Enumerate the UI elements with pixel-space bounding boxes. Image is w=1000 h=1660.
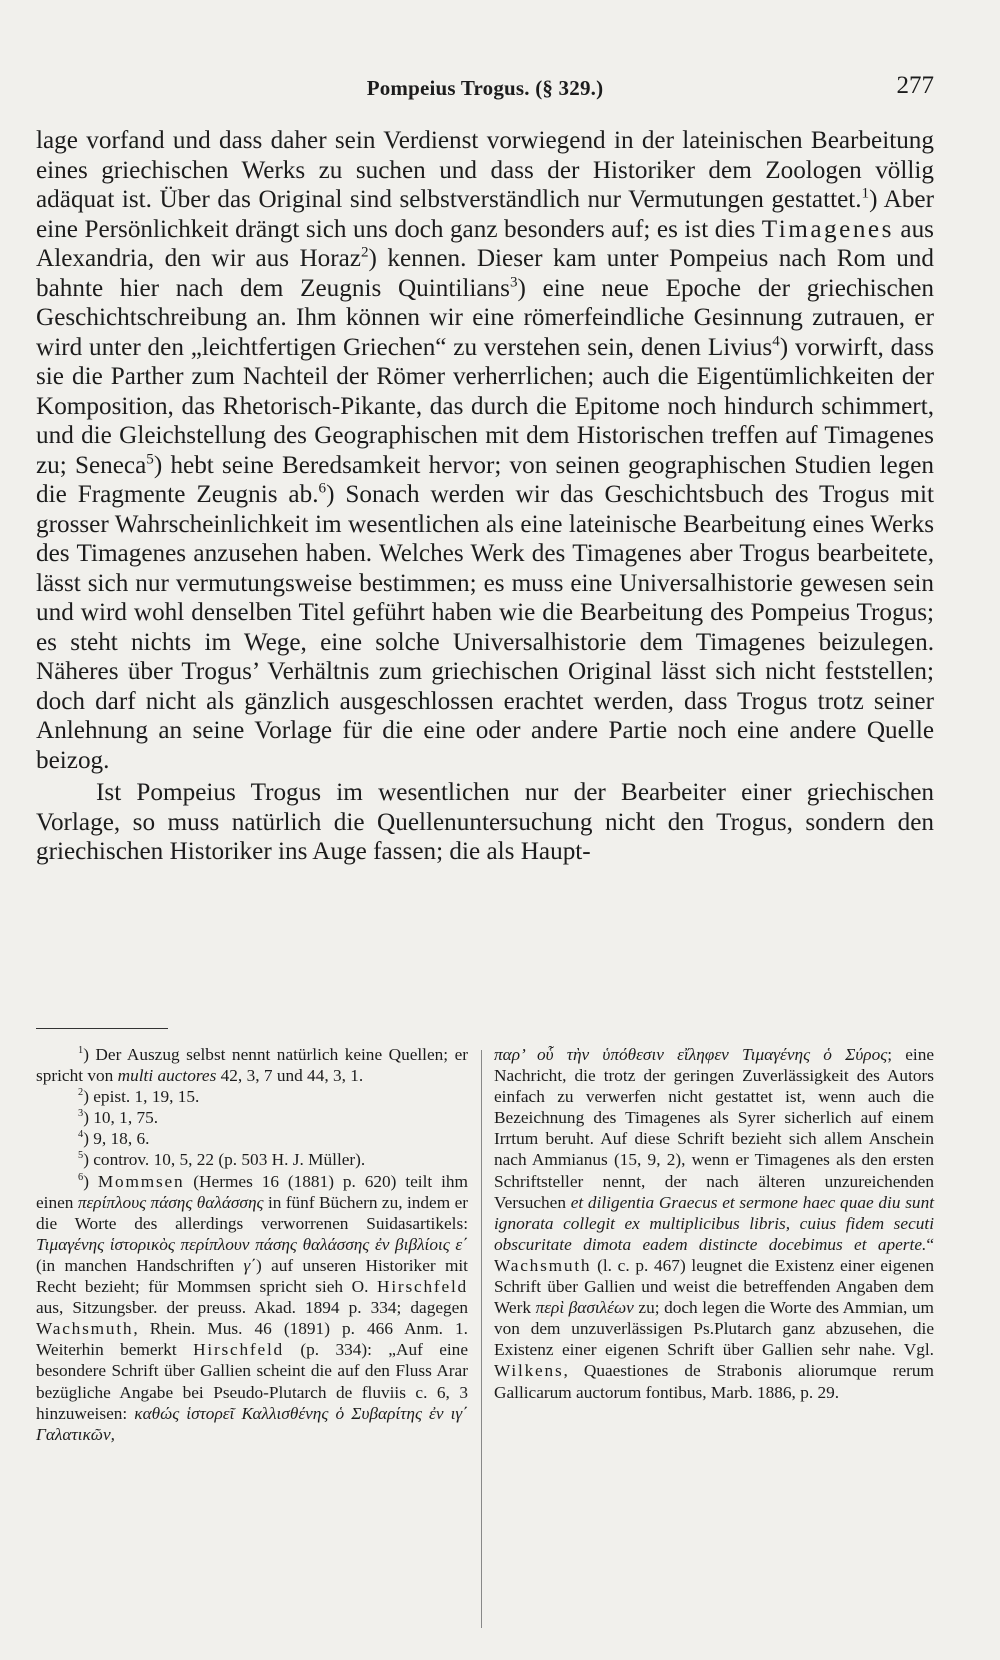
- text-run: ) eine neue Epoche der griechischen Geschichtschreibung an. Ihm können wir eine römerfeindliche Gesinnung zutrauen, er wird unter den „leichtfertigen Griechen“ zu verstehen sein, denen Livius: [36, 274, 934, 361]
- text-run: ) kennen. Dieser kam unter Pompeius nach Rom und bahnte hier nach dem Zeugnis Quintilians: [36, 245, 934, 302]
- footnote-ref: 1: [861, 185, 870, 202]
- footnote-ref: 3: [509, 274, 518, 291]
- footnote-3: [36, 1107, 468, 1128]
- text-run: lage vorfand und dass daher sein Verdienst vorwiegend in der lateinischen Bearbeitung eines griechischen Werks zu suchen und dass der Historiker dem Zoologen völlig adäquat ist. Über das Original sind selbstverständlich nur Vermutungen gestattet.: [36, 127, 934, 213]
- text-run: ) Sonach werden wir das Geschichtsbuch des Trogus mit grosser Wahrscheinlichkeit im wesentlichen als eine lateinische Bearbeitung eines Werks des Timagenes anzusehen haben. Welches Werk des Timagenes aber Trogus bearbeitete, lässt sich nur vermutungsweise bestimmen; es muss eine Universalhistorie gewesen sein und wird wohl denselben Titel geführt haben wie die Bearbeitung des Pompeius Trogus; es steht nichts im Wege, eine solche Universalhistorie dem Timagenes beizulegen. Näheres über Trogus’ Verhältnis zum griechischen Original lässt sich nicht feststellen; doch darf nicht als gänzlich ausgeschlossen erachtet werden, dass Trogus trotz seiner Anlehnung an seine Vorlage für die eine oder andere Partie noch eine andere Quelle beizog.: [36, 481, 934, 774]
- footnote-mark: 4: [78, 1129, 84, 1141]
- text-run: (Hermes 16 (1881) p. 620) teilt ihm einen: [36, 1171, 468, 1212]
- greek-text: παρ’ οὗ τὴν ὑπόθεσιν εἴληφεν Τιμαγένης ὁ Σύρος: [494, 1045, 888, 1064]
- footnote-ref: 4: [772, 333, 780, 350]
- footnote-mark: 1: [78, 1045, 84, 1057]
- text-run: ) Der Auszug selbst nennt natürlich keine Quellen; er spricht von: [36, 1045, 468, 1086]
- text-run: aus Alexandria, den wir aus Horaz: [36, 215, 934, 272]
- text-run: “: [926, 1234, 934, 1254]
- spaced-name-mommsen: Mommsen: [97, 1171, 185, 1191]
- footnotes-right-column: [494, 1044, 934, 1403]
- greek-text: γ΄: [243, 1255, 257, 1275]
- text-run: ) hebt seine Beredsamkeit hervor; von seinen geographischen Studien legen die Fragmente Zeugnis ab.: [36, 451, 935, 508]
- text-run: zu; doch legen die Worte des Ammian, um von dem unzuverlässigen Ps.Plutarch ganz abzusehen, die Existenz einer eigenen Schrift über Gallien sehr nahe. Vgl.: [494, 1298, 935, 1360]
- main-text: [36, 126, 934, 867]
- greek-text: περὶ βασιλέων: [535, 1298, 634, 1318]
- text-run: ) vorwirft, dass sie die Parther zum Nachteil der Römer verherrlichen; auch die Eigentümlichkeiten der Komposition, das Rhetorisch-Pikante, das durch die Epitome noch hindurch schimmert, und die Gleichstellung des Geographischen mit dem Historischen treffen auf Timagenes zu; Seneca: [36, 333, 934, 479]
- greek-text: περίπλους πάσης θαλάσσης: [77, 1192, 264, 1212]
- footnote-6: [36, 1171, 468, 1445]
- footnote-6-continued: [494, 1044, 934, 1403]
- spaced-name-wachsmuth: Wachsmuth: [36, 1319, 134, 1339]
- text-run: ) auf unseren Historiker mit Recht bezieht; für Mommsen spricht sieh O.: [36, 1255, 468, 1297]
- text-run: ) controv. 10, 5, 22 (p. 503 H. J. Müller).: [83, 1150, 366, 1170]
- greek-text: καθώς ἱστορεῖ Καλλισθένης ὁ Συβαρίτης ἐν ιγ΄ Γαλατικῶν,: [36, 1403, 468, 1444]
- text-run: ): [83, 1171, 98, 1191]
- footnote-ref: 5: [146, 451, 154, 468]
- text-run: in fünf Büchern zu, indem er die Worte des allerdings verworrenen Suidasartikels:: [36, 1192, 469, 1233]
- text-run: ; eine Nachricht, die trotz der geringen Zuverlässigkeit des Autors einfach zu verwerfen nicht gestattet ist, wenn auch die Bezeichnung des Timagenes als Syrer sicherlich auf einem Irrtum beruht. Auf diese Schrift bezieht sich allem Anschein nach Ammianus (15, 9, 2), wenn er Timagenes als den ersten Schriftsteller nennt, der nach älteren unzureichenden Versuchen: [494, 1045, 934, 1212]
- text-run: ) 10, 1, 75.: [83, 1108, 159, 1128]
- footnote-rule: [36, 1028, 168, 1029]
- footnote-ref: 2: [360, 244, 369, 261]
- spaced-name-wilkens: Wilkens: [494, 1361, 564, 1381]
- footnote-1: [36, 1044, 468, 1086]
- footnote-mark: 2: [78, 1087, 84, 1099]
- footnote-mark: 5: [78, 1150, 84, 1162]
- text-run: (in manchen Handschriften: [36, 1255, 244, 1275]
- paragraph-2: Ist Pompeius Trogus im wesentlichen nur der Bearbeiter einer griechischen Vorlage, so muss natürlich die Quellenuntersuchung nicht den Trogus, sondern den griechischen Historiker ins Auge fassen; die als Haupt-: [36, 779, 934, 865]
- text-run: , Quaestiones de Strabonis aliorumque rerum Gallicarum auctorum fontibus, Marb. 1886, p. 29.: [494, 1361, 934, 1402]
- text-run: (p. 334): „Auf eine besondere Schrift über Gallien scheint die auf den Fluss Arar bezügliche Angabe bei Pseudo-Plutarch de fluviis c. 6, 3 hinzuweisen:: [36, 1340, 468, 1423]
- text-run: ) 9, 18, 6.: [83, 1129, 150, 1149]
- text-run: , Rhein. Mus. 46 (1891) p. 466 Anm. 1. Weiterhin bemerkt: [36, 1319, 468, 1360]
- text-run: aus, Sitzungsber. der preuss. Akad. 1894 p. 334; dagegen: [36, 1298, 468, 1318]
- footnote-4: [36, 1128, 468, 1149]
- footnote-mark: 6: [78, 1171, 84, 1183]
- greek-text: Τιμαγένης ἱστορικὸς περίπλουν πάσης θαλάσσης ἐν βιβλίοις ε΄: [36, 1234, 468, 1254]
- text-run: ) epist. 1, 19, 15.: [83, 1087, 200, 1107]
- footnote-ref: 6: [318, 480, 327, 497]
- italic-text: multi auctores: [117, 1066, 217, 1086]
- page-number: 277: [896, 72, 934, 99]
- text-run: ) Aber eine Persönlichkeit drängt sich uns doch ganz besonders auf; es ist dies: [36, 186, 934, 243]
- page-header: [36, 72, 934, 106]
- spaced-name-hirschfeld: Hirschfeld: [193, 1340, 285, 1360]
- text-run: 42, 3, 7 und 44, 3, 1.: [216, 1066, 364, 1086]
- footnote-2: [36, 1086, 468, 1107]
- footnote-5: [36, 1149, 468, 1170]
- text-run: (l. c. p. 467) leugnet die Existenz einer eigenen Schrift über Gallien und weist die betreffenden Angaben dem Werk: [494, 1255, 934, 1318]
- latin-quote: et diligentia Graecus et sermone haec quae diu sunt ignorata collegit ex multiplicibus libris, cuius fidem secuti obscuritate dimota eadem distincte docebimus et aperte.: [494, 1192, 935, 1254]
- footnote-column-divider: [481, 1050, 482, 1628]
- footnote-mark: 3: [78, 1108, 84, 1120]
- spaced-name-hirschfeld: Hirschfeld: [377, 1277, 468, 1297]
- spaced-name-timagenes: Timagenes: [761, 215, 894, 243]
- spaced-name-wachsmuth: Wachsmuth: [494, 1255, 592, 1275]
- paragraph-1: [36, 126, 934, 775]
- running-title: Pompeius Trogus. (§ 329.): [366, 76, 604, 100]
- footnotes-left-column: [36, 1044, 468, 1445]
